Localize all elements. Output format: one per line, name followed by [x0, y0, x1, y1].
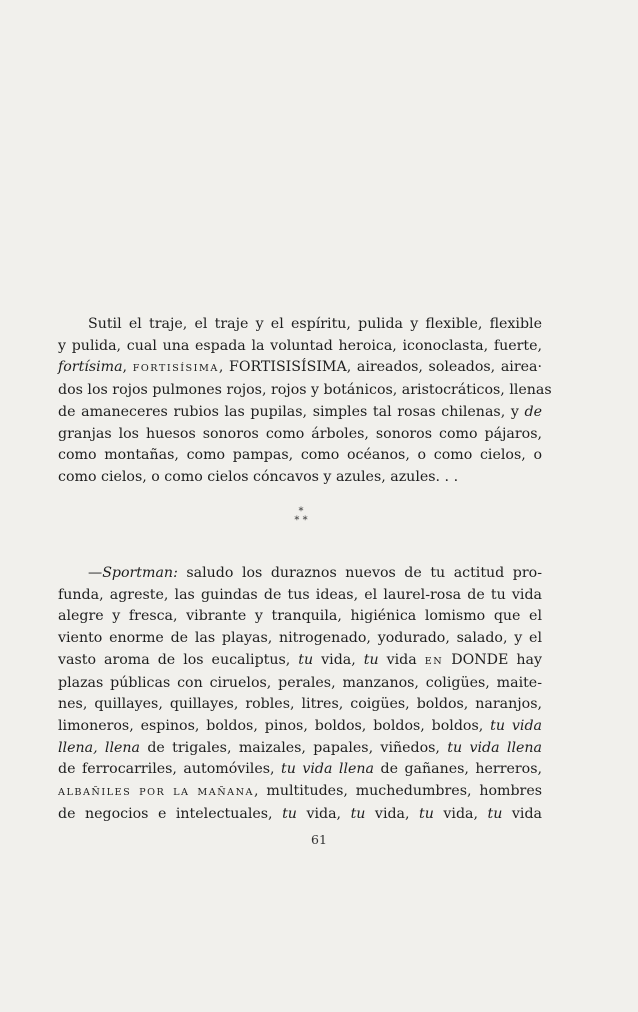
italic-run: tu	[350, 805, 366, 822]
text-run: y pulida, cual una espada la voluntad heroica, iconoclasta, fuerte,	[58, 337, 542, 354]
text-run: de ferrocarriles, automóviles,	[58, 761, 282, 778]
small-caps-run: ALBAÑILES POR LA MAÑANA	[58, 787, 255, 799]
text-run: ,	[122, 359, 133, 376]
text-run: como cielos, o como cielos cóncavos y azules, azules. . .	[58, 468, 459, 485]
italic-run: tu	[298, 651, 314, 668]
text-run: granjas los huesos sonoros como árboles, sonoros como pájaros,	[58, 425, 542, 442]
text-line	[58, 585, 542, 607]
small-caps-run: FORTISÍSIMA	[132, 363, 219, 375]
text-run: dos los rojos pulmones rojos, rojos y botánicos, aristocráticos, llenas	[58, 382, 552, 399]
text-line	[58, 563, 542, 585]
paragraph-sportman	[58, 563, 542, 825]
text-run: como montañas, como pampas, como océanos, o como cielos, o	[58, 447, 542, 464]
text-run: vida,	[433, 805, 488, 822]
text-run: alegre y fresca, vibrante y tranquila, higiénica lomismo que el	[58, 608, 542, 625]
text-run: de gañanes, herreros,	[374, 761, 542, 778]
text-run: , FORTISISÍSIMA, aireados, soleados, airea·	[218, 359, 542, 376]
italic-run: de	[524, 403, 542, 420]
text-line	[58, 694, 542, 716]
text-run: vasto aroma de los eucaliptus,	[58, 651, 299, 668]
text-run: plazas públicas con ciruelos, perales, manzanos, coligües, maite-	[58, 674, 542, 691]
text-line	[58, 673, 542, 695]
text-run: vida,	[313, 651, 364, 668]
text-run: de trigales, maizales, papales, viñedos,	[140, 739, 448, 756]
text-run: nes, quillayes, quillayes, robles, litres, coigües, boldos, naranjos,	[58, 696, 542, 713]
italic-run: tu vida llena	[447, 739, 542, 756]
text-line	[58, 445, 542, 467]
text-run: vida	[502, 805, 542, 822]
text-run: funda, agreste, las guindas de tus ideas, el laurel-rosa de tu vida	[58, 586, 542, 603]
text-line	[58, 804, 542, 826]
italic-run: tu	[282, 805, 297, 822]
italic-run: Sportman:	[102, 565, 178, 581]
text-line	[58, 738, 542, 760]
text-line	[58, 650, 542, 673]
text-run: vida	[378, 651, 425, 668]
text-run: —	[88, 565, 103, 581]
page-number: 61	[311, 832, 327, 847]
text-line	[58, 467, 542, 489]
italic-run: tu vida llena	[281, 761, 374, 778]
text-line	[58, 357, 542, 380]
text-run: de negocios e intelectuales,	[58, 805, 283, 822]
italic-run: llena, llena	[58, 739, 140, 756]
text-line	[58, 424, 542, 446]
text-line	[58, 781, 542, 804]
text-run: vida,	[365, 805, 420, 822]
text-run: saludo los duraznos nuevos de tu actitud pro-	[177, 565, 542, 581]
italic-run: tu	[487, 805, 503, 822]
text-line	[58, 336, 542, 358]
text-run: DONDE hay	[443, 651, 542, 668]
text-run: viento enorme de las playas, nitrogenado, yodurado, salado, y el	[58, 630, 542, 647]
text-line	[58, 606, 542, 628]
small-caps-run: EN	[424, 655, 444, 667]
text-run: limoneros, espinos, boldos, pinos, boldos, boldos, boldos,	[58, 717, 491, 734]
italic-run: tu	[419, 805, 434, 822]
text-line	[58, 314, 542, 336]
text-run: Sutil el traje, el traje y el espíritu, pulida y flexible, flexible	[88, 316, 542, 332]
text-line	[58, 759, 542, 781]
text-line	[58, 380, 552, 402]
paragraph-sutil	[58, 314, 552, 489]
asterism-top: *	[298, 506, 304, 517]
asterism-bottom: * *	[294, 515, 308, 526]
text-run: vida,	[296, 805, 351, 822]
text-line	[58, 402, 542, 424]
italic-run: tu	[363, 651, 379, 668]
text-line	[58, 716, 542, 738]
text-run: , multitudes, muchedumbres, hombres	[254, 783, 542, 800]
section-asterism	[286, 507, 316, 535]
text-run: de amaneceres rubios las pupilas, simples tal rosas chilenas, y	[58, 403, 525, 420]
italic-run: tu vida	[490, 717, 542, 734]
text-line	[58, 628, 542, 650]
italic-run: fortísima	[58, 359, 123, 376]
